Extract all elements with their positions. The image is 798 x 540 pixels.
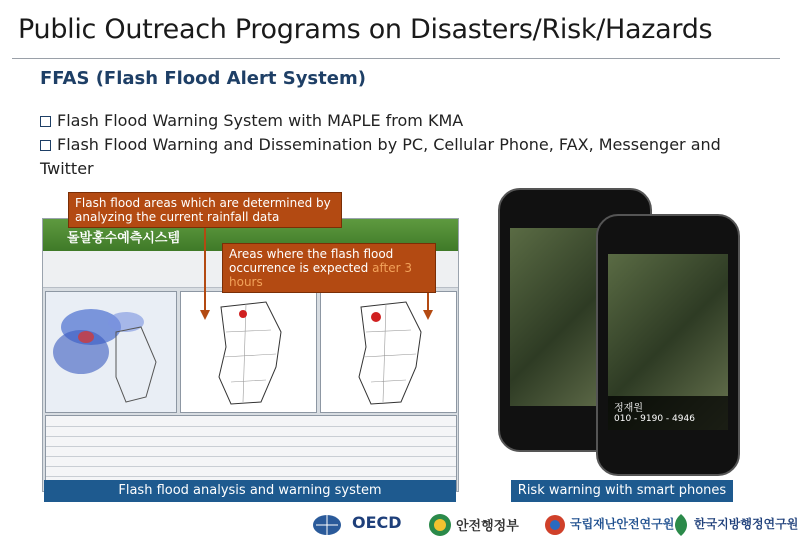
slide-title: Public Outreach Programs on Disasters/Risk/Hazards (18, 14, 713, 45)
smartphone-front (596, 214, 740, 476)
incoming-call-bar (608, 396, 728, 430)
caption-system: Flash flood analysis and warning system (44, 480, 456, 502)
sponsor-logos (300, 510, 798, 540)
logo-institute: 국립재난안전연구원 (570, 517, 675, 531)
logo-local-admin: 한국지방행정연구원 (694, 517, 798, 531)
caller-name: 정재원 (614, 403, 643, 414)
bullet-text: Flash Flood Warning System with MAPLE from KMA (57, 111, 464, 130)
caller-number: 010 - 9190 - 4946 (614, 414, 695, 424)
caption-phones: Risk warning with smart phones (511, 480, 733, 502)
oecd-globe-icon (312, 514, 342, 536)
app-title: 돌발홍수예측시스템 (67, 231, 181, 246)
bullet-text: Flash Flood Warning and Dissemination by PC, Cellular Phone, FAX, Messenger and Twitter (40, 135, 721, 178)
institute-emblem-icon (544, 514, 566, 536)
ministry-emblem-icon (428, 513, 452, 537)
logo-oecd: OECD (352, 513, 402, 532)
callout-current-areas: Flash flood areas which are determined by analyzing the current rainfall data (68, 192, 342, 228)
satellite-map-screen (608, 254, 728, 430)
callout-expected-text: Areas where the flash flood occurrence is expected (229, 247, 394, 275)
arrow-head (200, 310, 210, 320)
local-admin-emblem-icon (670, 513, 692, 537)
callout-expected-areas (222, 243, 436, 293)
section-subtitle: FFAS (Flash Flood Alert System) (40, 68, 366, 89)
logo-ministry: 안전행정부 (456, 519, 519, 534)
callout-expected-highlight: after 3 hours (229, 261, 412, 289)
arrow-head (423, 310, 433, 320)
